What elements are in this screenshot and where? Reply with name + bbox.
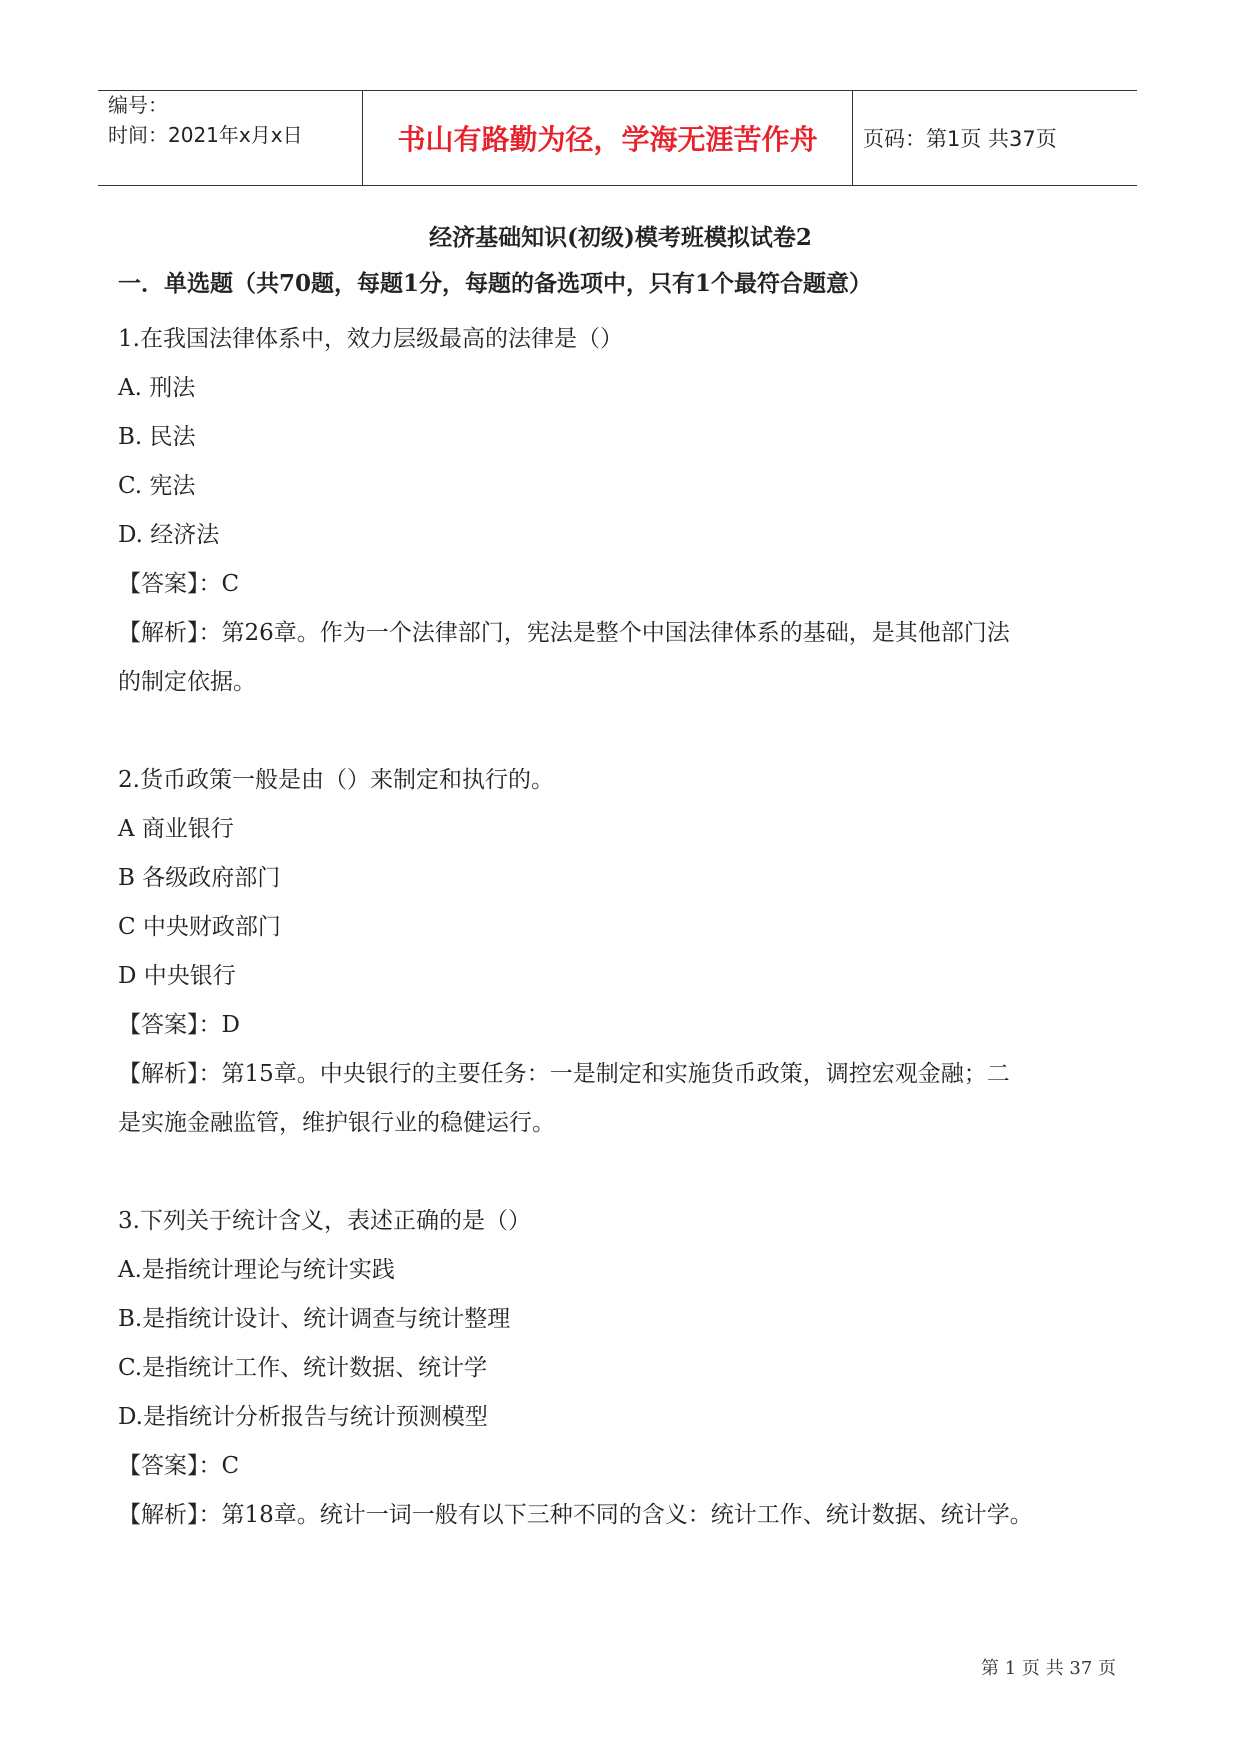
document-title: 经济基础知识(初级)模考班模拟试卷2 bbox=[429, 224, 812, 251]
option-a: A.是指统计理论与统计实践 bbox=[118, 1257, 395, 1283]
question-stem: 2.货币政策一般是由（）来制定和执行的。 bbox=[118, 767, 554, 793]
answer-line: 【答案】：D bbox=[118, 1012, 240, 1038]
question-list bbox=[118, 315, 1123, 1540]
page-info-cell bbox=[853, 91, 1137, 185]
option-b: B. 民法 bbox=[118, 424, 196, 450]
analysis-line: 是实施金融监管，维护银行业的稳健运行。 bbox=[118, 1110, 555, 1136]
option-b: B.是指统计设计、统计调查与统计整理 bbox=[118, 1306, 511, 1332]
answer-line: 【答案】：C bbox=[118, 1453, 240, 1479]
option-d: D 中央银行 bbox=[118, 963, 236, 989]
option-c: C.是指统计工作、统计数据、统计学 bbox=[118, 1355, 488, 1381]
analysis-line: 【解析】：第15章。中央银行的主要任务：一是制定和实施货币政策，调控宏观金融；二 bbox=[118, 1061, 1010, 1087]
analysis-line: 的制定依据。 bbox=[118, 669, 256, 695]
page-info: 页码：第1页 共37页 bbox=[863, 127, 1057, 151]
spacer bbox=[118, 1148, 1123, 1197]
question-stem: 1.在我国法律体系中，效力层级最高的法律是（） bbox=[118, 326, 623, 352]
option-d: D. 经济法 bbox=[118, 522, 220, 548]
motto-text: 书山有路勤为径，学海无涯苦作舟 bbox=[397, 123, 818, 156]
option-a: A. 刑法 bbox=[118, 375, 196, 401]
section-heading: 一．单选题（共70题，每题1分，每题的备选项中，只有1个最符合题意） bbox=[118, 270, 873, 297]
option-c: C. 宪法 bbox=[118, 473, 196, 499]
header-meta-cell bbox=[98, 91, 363, 185]
analysis-line: 【解析】：第18章。统计一词一般有以下三种不同的含义：统计工作、统计数据、统计学。 bbox=[118, 1502, 1033, 1528]
question-block bbox=[118, 315, 1123, 756]
time-label: 时间：2021年x月x日 bbox=[108, 123, 303, 147]
spacer bbox=[118, 707, 1123, 756]
option-c: C 中央财政部门 bbox=[118, 914, 281, 940]
page-footer: 第 1 页 共 37 页 bbox=[981, 1658, 1116, 1679]
header-table bbox=[98, 90, 1137, 186]
question-block bbox=[118, 756, 1123, 1197]
option-a: A 商业银行 bbox=[118, 816, 234, 842]
question-block bbox=[118, 1197, 1123, 1540]
question-stem: 3.下列关于统计含义，表述正确的是（） bbox=[118, 1208, 531, 1234]
option-b: B 各级政府部门 bbox=[118, 865, 281, 891]
motto-cell bbox=[363, 91, 853, 185]
option-d: D.是指统计分析报告与统计预测模型 bbox=[118, 1404, 488, 1430]
number-label: 编号： bbox=[108, 93, 168, 117]
answer-line: 【答案】：C bbox=[118, 571, 240, 597]
analysis-line: 【解析】：第26章。作为一个法律部门，宪法是整个中国法律体系的基础，是其他部门法 bbox=[118, 620, 1010, 646]
